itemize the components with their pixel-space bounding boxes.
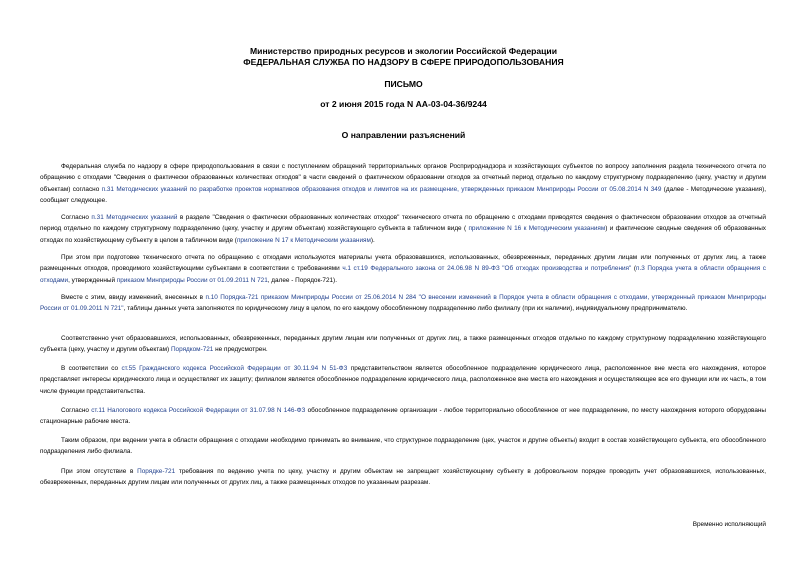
paragraph-7 — [40, 405, 766, 428]
signature-position: Временно исполняющий — [692, 521, 766, 528]
paragraph-text: , далее - Порядок-721). — [267, 276, 337, 284]
legal-reference-link[interactable]: п.31 Методических указаний по разработке проектов нормативов образования отходов и лимитов на их размещение, утвержденных приказом Минприроды России от 05.08.2014 N 349 — [101, 185, 662, 193]
paragraph-text: обособленное подразделение организации - любое территориально обособленное от нее подразделение, по месту нахождения которого оборудованы стационарные рабочие места. — [40, 407, 766, 426]
legal-reference-link[interactable]: приказом Минприроды России от 01.09.2011 N 721 — [116, 276, 268, 284]
paragraph-text: Согласно — [61, 214, 92, 221]
legal-reference-link[interactable]: приложение N 17 к Методическим указаниям — [236, 236, 371, 244]
paragraph-text: в разделе "Сведения о фактически образованных количествах отходов" технического отчета по обращению с отходами приводятся сведения о фактическом образовании отходов за отчетный период отдельно по каждому структурному подразделению (цеху, участку и другим объектам) хозяйствующего субъекта в табличном виде ( — [40, 214, 766, 233]
paragraph-3 — [40, 252, 766, 286]
paragraph-text: Федеральная служба по надзору в сфере природопользования в связи с поступлением обращений территориальных органов Росприроднадзора и хозяйствующих субъектов по вопросу заполнения раздела технического отчета по обращению с отходами "Сведения о фактически образованных количествах отходов" в части сведений о фактическом образовании отходов за отчетный период отдельно по каждому структурному подразделению (цеху, участку и другим объектам) согласно — [40, 163, 766, 193]
paragraph-text: Вместе с этим, ввиду изменений, внесенных в — [61, 294, 206, 301]
legal-reference-link[interactable]: ст.11 Налогового кодекса Российской Федерации от 31.07.98 N 146-ФЗ — [91, 407, 306, 414]
paragraph-text: В соответствии со — [61, 365, 122, 372]
paragraph-text: При этом отсутствие в — [61, 468, 138, 475]
paragraph-text: Соответственно учет образовавшихся, использованных, обезвреженных, переданных другим лицам или полученных от других лиц, а также размещенных отходов отдельно по каждому структурному подразделению хозяйствующего субъекта (цеху, участку и другим объектам) — [40, 335, 766, 354]
paragraph-6 — [40, 363, 766, 397]
paragraph-text: ). — [370, 236, 375, 244]
paragraph-5 — [40, 333, 766, 356]
paragraph-text: При этом при подготовке технического отчета по обращению с отходами используются материалы учета образовавшихся, использованных, обезвреженных, переданных другим лицам или полученных от других лиц, а также размещенных отходов, проводимого хозяйствующими субъектами в соответствии с требованиями — [40, 254, 766, 273]
paragraph-4 — [40, 292, 766, 315]
paragraph-text: Согласно — [61, 407, 92, 414]
paragraph-text: ) и фактические сводные сведения об образованных отходах по хозяйствующему субъекту в целом в табличном виде ( — [40, 225, 766, 244]
paragraph-9 — [40, 466, 766, 489]
legal-reference-link[interactable]: Порядке-721 — [137, 468, 176, 475]
legal-reference-link[interactable]: ч.1 ст.19 Федерального закона от 24.06.98 N 89-ФЗ "Об отходах производства и потребления" — [342, 265, 632, 273]
paragraph-text: требования по ведению учета по цеху, участку и другим объектам не запрещает хозяйствующему субъекту в добровольном порядке проводить учет образовавшихся, использованных, обезвреженных, переданных другим лицам или полученных от других лиц, а также размещенных отходов по указанным разрезам. — [40, 468, 767, 487]
paragraph-text: , таблицы данных учета заполняются по юридическому лицу в целом, по его каждому обособленному подразделению либо филиалу (при их наличии), индивидуальному предпринимателю. — [123, 305, 688, 313]
legal-reference-link[interactable]: Порядком-721 — [170, 346, 214, 354]
legal-reference-link[interactable]: приложение N 16 к Методическим указаниям — [468, 225, 606, 233]
ministry-name: Министерство природных ресурсов и экологии Российской Федерации — [250, 46, 557, 56]
paragraph-text: , утвержденный — [68, 276, 117, 284]
legal-reference-link[interactable]: п.10 Порядка-721 приказом Минприроды России от 25.06.2014 N 284 "О внесении изменений в Порядок учета в области обращения с отходами, утвержденный приказом Минприроды России от 01.09.2011 N 721" — [40, 294, 766, 313]
paragraph-2 — [40, 212, 766, 246]
paragraph-8 — [40, 435, 766, 458]
document-type: ПИСЬМО — [384, 79, 423, 89]
paragraph-text: Таким образом, при ведении учета в области обращения с отходами необходимо принимать во внимание, что структурное подразделение (цех, участок и другие объекты) входит в состав хозяйствующего субъекта, его обособленного подразделения либо филиала. — [40, 437, 766, 456]
paragraph-text: не предусмотрен. — [213, 346, 268, 354]
legal-reference-link[interactable]: ст.55 Гражданского кодекса Российской Федерации от 30.11.94 N 51-ФЗ — [121, 365, 348, 372]
service-name: ФЕДЕРАЛЬНАЯ СЛУЖБА ПО НАДЗОРУ В СФЕРЕ ПРИРОДОПОЛЬЗОВАНИЯ — [243, 57, 564, 67]
paragraph-text: ( — [631, 265, 636, 273]
document-date-number: от 2 июня 2015 года N АА-03-04-36/9244 — [320, 99, 487, 109]
legal-reference-link[interactable]: п.3 Порядка учета в области обращения с отходами — [40, 265, 766, 284]
paragraph-text: представительством является обособленное подразделение юридического лица, расположенное вне места его нахождения, которое представляет интересы юридического лица и осуществляет их защиту; филиалом является обособленное подразделение юридического лица, расположенное вне места его нахождения и осуществляющее все его функции или их часть, в том числе функции представительства. — [40, 365, 766, 395]
paragraph-1 — [40, 161, 766, 207]
legal-reference-link[interactable]: п.31 Методических указаний — [91, 214, 178, 221]
document-subject: О направлении разъяснений — [341, 130, 466, 140]
paragraph-text: (далее - Методические указания), сообщает следующее. — [40, 185, 767, 205]
